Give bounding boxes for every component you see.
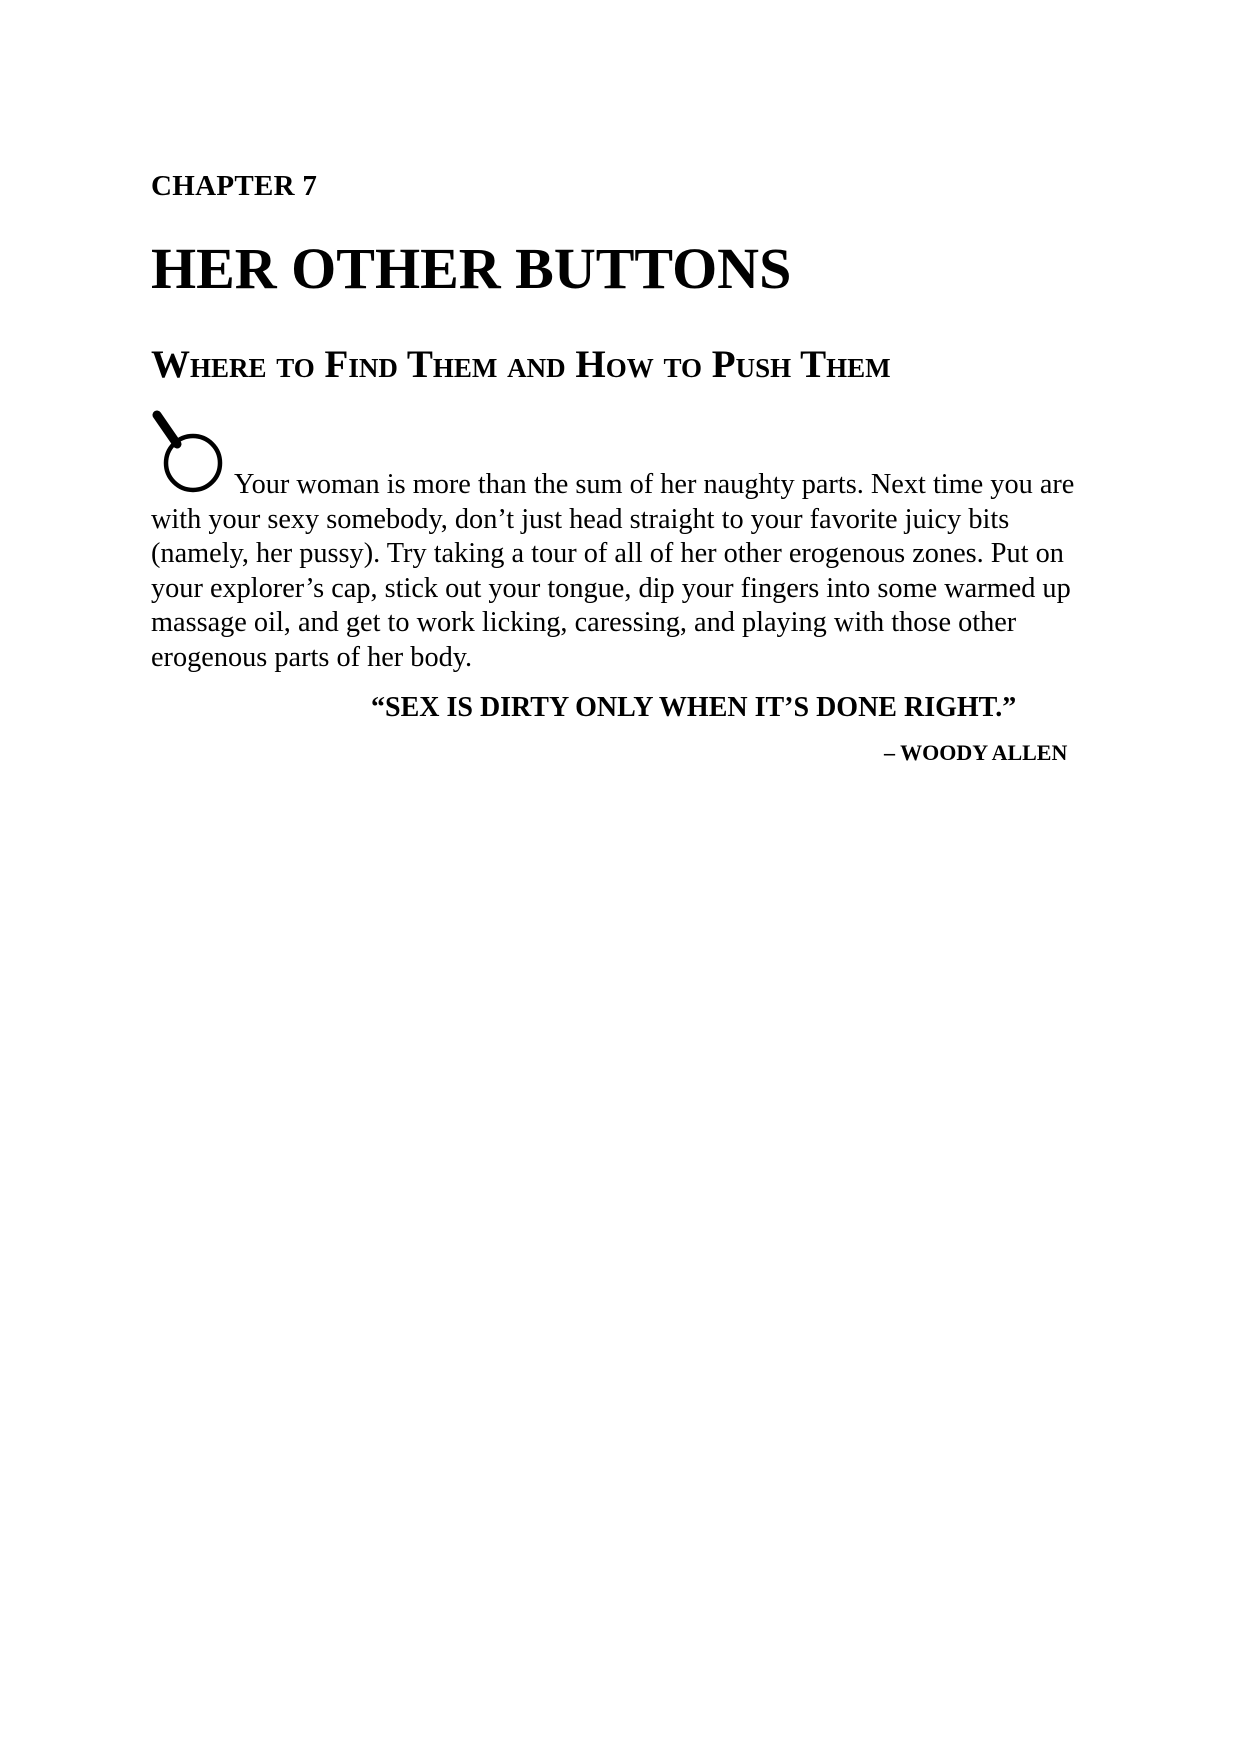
chapter-subtitle: Where to Find Them and How to Push Them — [151, 343, 891, 386]
epigraph-quote: “SEX IS DIRTY ONLY WHEN IT’S DONE RIGHT.” — [371, 692, 1017, 723]
intro-paragraph — [151, 468, 1096, 676]
intro-paragraph-text: Your woman is more than the sum of her naughty parts. Next time you are with your sexy somebody, don’t just head straight to your favorite juicy bits (namely, her pussy). Try taking a tour of all of her other erogenous zones. Put on your explorer’s cap, stick out your tongue, dip your fingers into some warmed up massage oil, and get to work licking, caressing, and playing with those other erogenous parts of her body. — [151, 469, 1075, 673]
chapter-title: HER OTHER BUTTONS — [151, 236, 792, 301]
chapter-label: CHAPTER 7 — [151, 170, 318, 202]
epigraph-author: – WOODY ALLEN — [884, 740, 1068, 765]
